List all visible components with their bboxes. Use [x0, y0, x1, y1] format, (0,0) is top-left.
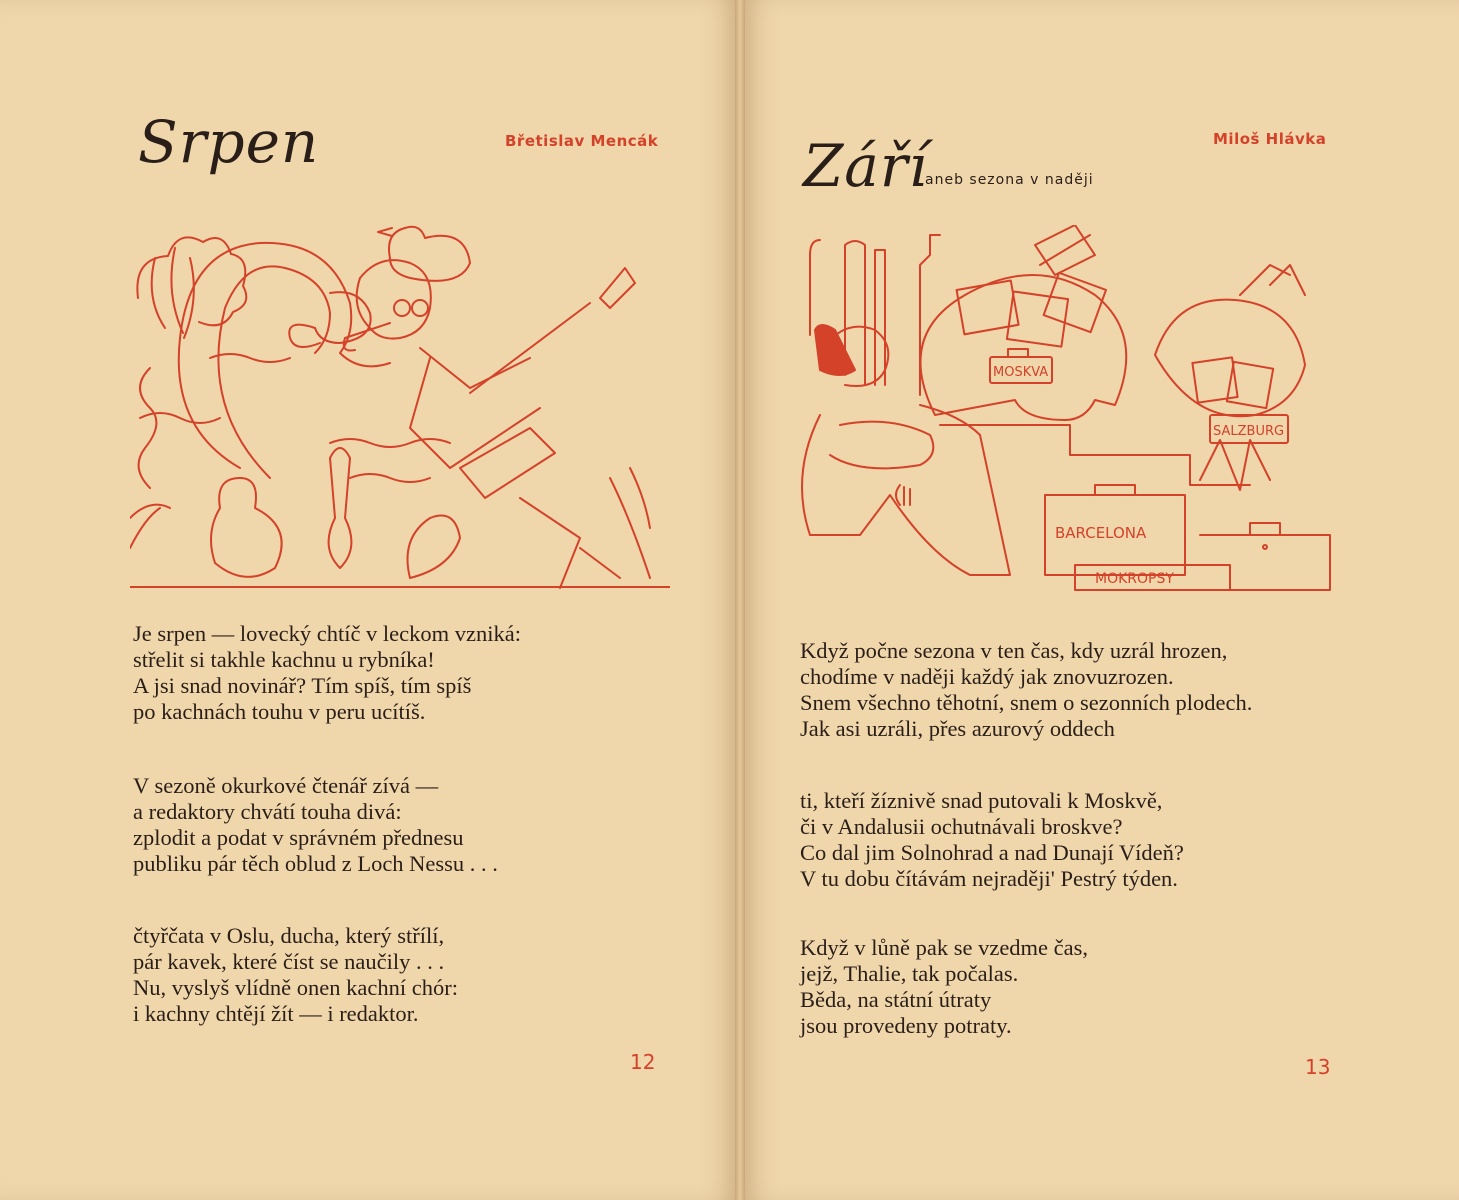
- mokropsy-label: MOKROPSY: [1095, 571, 1174, 587]
- verse-line: jsou provedeny potraty.: [800, 1013, 1012, 1038]
- stanza-1: [800, 638, 1252, 742]
- stanza-2: [800, 788, 1184, 892]
- verse-line: chodíme v naději každý jak znovuzrozen.: [800, 664, 1174, 689]
- verse-line: Jak asi uzráli, přes azurový oddech: [800, 716, 1115, 741]
- poem-title: Září: [803, 132, 929, 200]
- stanza-2: [133, 773, 498, 877]
- moskva-label: MOSKVA: [993, 365, 1049, 380]
- right-legs: [1200, 440, 1270, 490]
- verse-line: V tu dobu čítávám nejraději' Pestrý týden.: [800, 866, 1178, 891]
- verse-line: po kachnách touhu v peru ucítíš.: [133, 699, 426, 724]
- verse-line: publiku pár těch oblud z Loch Nessu . . .: [133, 851, 498, 876]
- man-hair: [815, 325, 855, 375]
- verse-line: pár kavek, které číst se naučily . . .: [133, 949, 445, 974]
- rifle: [470, 268, 635, 393]
- verse-line: Když v lůně pak se vzedme čas,: [800, 935, 1089, 960]
- salzburg-label: SALZBURG: [1213, 424, 1285, 439]
- hunter-body: [410, 348, 540, 468]
- poem-title: Srpen: [138, 108, 320, 176]
- snake-squiggle: [139, 368, 157, 488]
- duck-on-head: [389, 227, 470, 281]
- stanza-1: [133, 621, 521, 725]
- crossed-arms: [830, 422, 933, 469]
- verse-line: Co dal jim Solnohrad a nad Dunají Vídeň?: [800, 840, 1184, 865]
- verse-line: Když počne sezona v ten čas, kdy uzrál hrozen,: [800, 638, 1228, 663]
- poem-subtitle: aneb sezona v naději: [925, 172, 1094, 188]
- verse-line: střelit si takhle kachnu u rybníka!: [133, 647, 435, 672]
- duck-left: [211, 478, 282, 577]
- verse-line: zplodit a podat v správném přednesu: [133, 825, 464, 850]
- barcelona-label: BARCELONA: [1055, 524, 1147, 542]
- travel-season-illustration: [800, 225, 1340, 600]
- verse-line: A jsi snad novinář? Tím spíš, tím spíš: [133, 673, 472, 698]
- stanza-3: [133, 923, 458, 1027]
- small-suitcase: [1200, 523, 1330, 590]
- stanza-3: [800, 935, 1088, 1039]
- verse-line: Běda, na státní útraty: [800, 987, 992, 1012]
- verse-line: či v Andalusii ochutnávali broskve?: [800, 814, 1123, 839]
- verse-line: i kachny chtějí žít — i redaktor.: [133, 1001, 419, 1026]
- verse-line: Snem všechno těhotní, snem o sezonních plodech.: [800, 690, 1253, 715]
- right-page: [745, 0, 1459, 1200]
- verse-line: ti, kteří žíznivě snad putovali k Moskvě,: [800, 788, 1163, 813]
- papers-top: [1035, 225, 1095, 275]
- swan-neck: [179, 243, 390, 468]
- verse-line: Nu, vyslyš vlídně onen kachní chór:: [133, 975, 458, 1000]
- paper-2: [1007, 291, 1068, 346]
- page-number: 12: [630, 1050, 656, 1074]
- verse-line: čtyřčata v Oslu, ducha, který střílí,: [133, 923, 445, 948]
- verse-line: jejž, Thalie, tak počalas.: [800, 961, 1019, 986]
- tourist-head-left: [920, 275, 1126, 420]
- duck-hunting-illustration: [130, 218, 670, 590]
- binocular: [460, 428, 555, 498]
- poem-author: Miloš Hlávka: [1213, 130, 1327, 148]
- verse-line: V sezoně okurkové čtenář zívá —: [133, 773, 439, 798]
- verse-line: a redaktory chvátí touha divá:: [133, 799, 402, 824]
- page-number: 13: [1305, 1055, 1331, 1079]
- verse-line: Je srpen — lovecký chtíč v leckom vzniká:: [133, 621, 522, 646]
- papers-top-right: [1240, 265, 1305, 295]
- duck-right: [408, 516, 461, 579]
- paper-3: [1044, 273, 1106, 332]
- stage-steps: [940, 425, 1250, 485]
- poem-author: Břetislav Mencák: [505, 132, 659, 150]
- book-gutter: [735, 0, 745, 1200]
- bowling-pin: [329, 448, 352, 568]
- lyre-icon: [896, 485, 910, 505]
- man-body: [802, 405, 1010, 575]
